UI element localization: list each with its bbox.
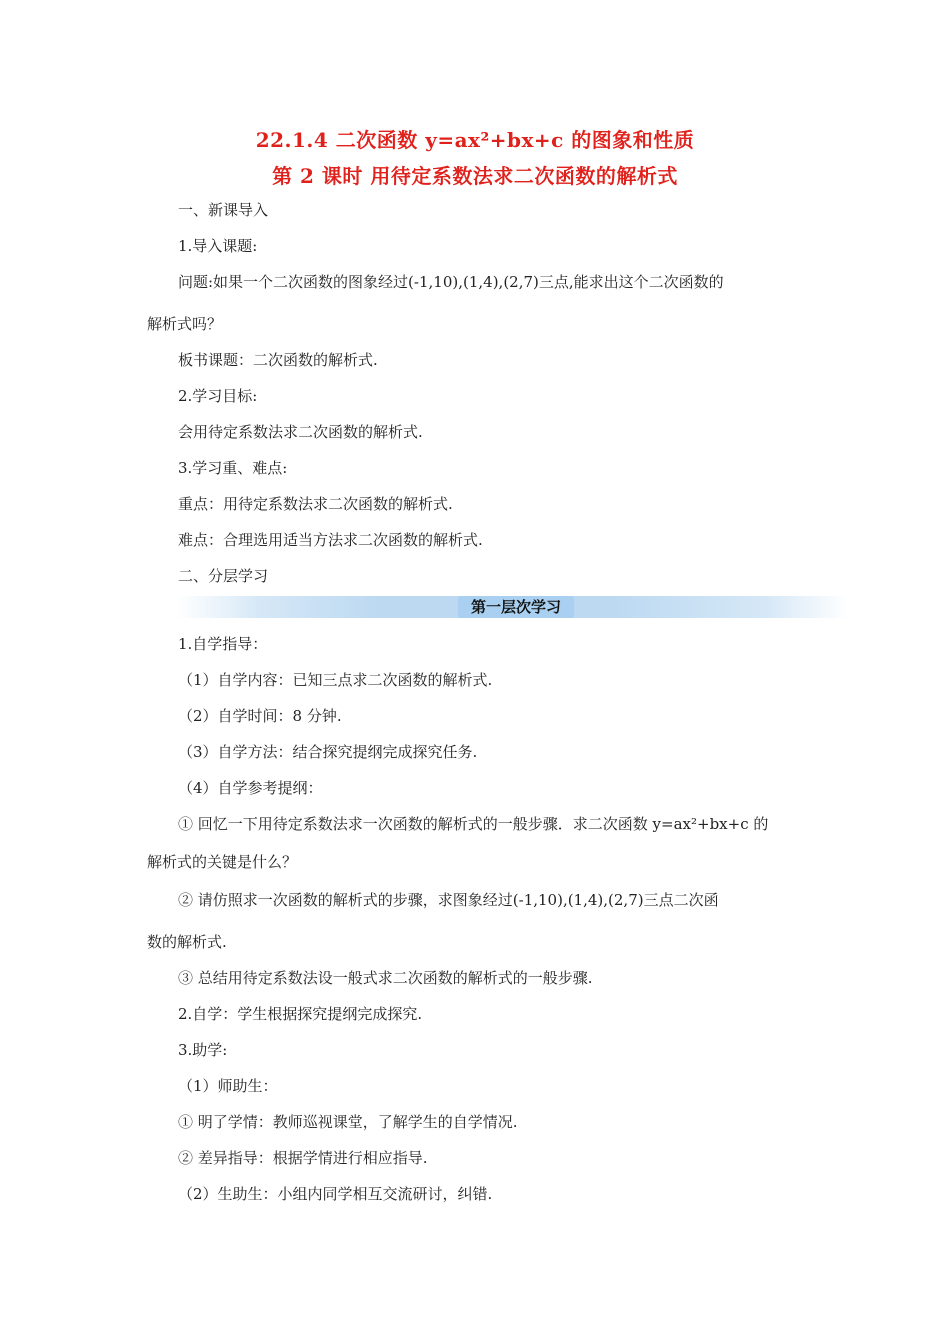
paragraph-line: （2）自学时间：8 分钟.	[178, 707, 342, 725]
subsection-heading: 3.学习重、难点:	[178, 459, 288, 477]
paragraph-line: 会用待定系数法求二次函数的解析式.	[178, 423, 423, 441]
paragraph-line: ② 请仿照求一次函数的解析式的步骤，求图象经过(-1,10),(1,4),(2,7)三点二次函	[178, 891, 719, 909]
paragraph-line: 解析式的关键是什么？	[147, 853, 298, 871]
subsection-heading: 1.导入课题:	[178, 237, 258, 255]
paragraph-line: 问题:如果一个二次函数的图象经过(-1,10),(1,4),(2,7)三点,能求出这个二次函数的	[178, 273, 724, 291]
paragraph-line: 重点：用待定系数法求二次函数的解析式.	[178, 495, 453, 513]
paragraph-line: 难点：合理选用适当方法求二次函数的解析式.	[178, 531, 483, 549]
paragraph-line: 解析式吗？	[147, 315, 223, 333]
subsection-heading: 2.学习目标:	[178, 387, 258, 405]
paragraph-line: ② 差异指导：根据学情进行相应指导.	[178, 1149, 428, 1167]
subsection-heading: 3.助学:	[178, 1041, 228, 1059]
paragraph-line: ③ 总结用待定系数法设一般式求二次函数的解析式的一般步骤.	[178, 969, 593, 987]
paragraph-line: 数的解析式.	[147, 933, 227, 951]
paragraph-line: ① 明了学情：教师巡视课堂，了解学生的自学情况.	[178, 1113, 518, 1131]
level-banner-label: 第一层次学习	[458, 596, 574, 618]
section-heading: 一、新课导入	[178, 201, 269, 219]
paragraph-line: （1）自学内容：已知三点求二次函数的解析式.	[178, 671, 493, 689]
subsection-heading: 1.自学指导：	[178, 635, 268, 653]
paragraph-line: ① 回忆一下用待定系数法求一次函数的解析式的一般步骤．求二次函数 y=ax²+bx+c 的	[178, 815, 769, 833]
level-banner	[178, 596, 848, 618]
document-title: 22.1.4 二次函数 y=ax²+bx+c 的图象和性质	[255, 128, 695, 152]
subsection-heading: 2.自学：学生根据探究提纲完成探究.	[178, 1005, 423, 1023]
paragraph-line: （1）师助生：	[178, 1077, 278, 1095]
paragraph-line: （3）自学方法：结合探究提纲完成探究任务.	[178, 743, 478, 761]
paragraph-line: （2）生助生：小组内同学相互交流研讨，纠错.	[178, 1185, 493, 1203]
section-heading: 二、分层学习	[178, 567, 269, 585]
document-subtitle: 第 2 课时 用待定系数法求二次函数的解析式	[272, 164, 678, 188]
paragraph-line: 板书课题：二次函数的解析式.	[178, 351, 378, 369]
paragraph-line: （4）自学参考提纲：	[178, 779, 323, 797]
